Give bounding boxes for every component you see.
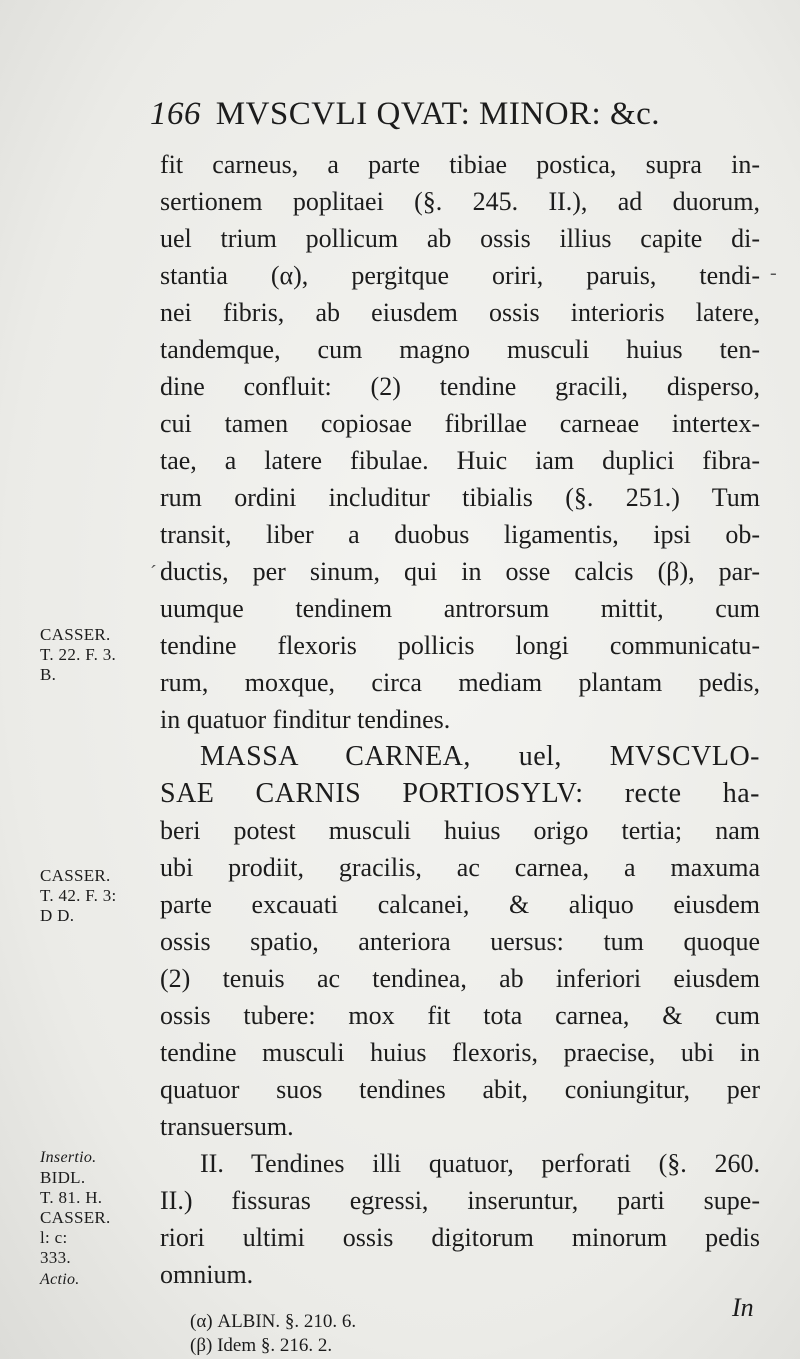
margin-ref: D D. xyxy=(40,906,75,925)
text-line: tae, a latere fibulae. Huic iam duplici fibra- xyxy=(160,446,760,475)
margin-note-casser xyxy=(40,625,160,685)
margin-ref: l: c: xyxy=(40,1228,68,1247)
text-line: uel trium pollicum ab ossis illius capite di- xyxy=(160,224,760,253)
text-line: (2) tenuis ac tendinea, ab inferiori eiusdem xyxy=(160,964,760,993)
margin-ref: T. 81. H. xyxy=(40,1188,103,1207)
section-heading-line: SAE CARNIS PORTIOSYLV: recte ha- xyxy=(160,778,760,809)
text-line: transit, liber a duobus ligamentis, ipsi ob- xyxy=(160,520,760,549)
running-header xyxy=(150,96,770,146)
text-line: quatuor suos tendines abit, coniungitur, per xyxy=(160,1075,760,1104)
text-line: II.) fissuras egressi, inseruntur, parti supe- xyxy=(160,1186,760,1215)
text-line: tendine flexoris pollicis longi communicatu- xyxy=(160,631,760,660)
running-title: MVSCVLI QVAT: MINOR: &c. xyxy=(215,96,661,132)
text-line: rum ordini includitur tibialis (§. 251.) Tum xyxy=(160,483,760,512)
margin-ref: 333. xyxy=(40,1248,71,1267)
margin-ref: BIDL. xyxy=(40,1168,86,1187)
margin-note-bidl xyxy=(40,1168,160,1268)
text-line: transuersum. xyxy=(160,1112,294,1141)
stray-mark: ´ xyxy=(150,562,157,584)
text-line: fit carneus, a parte tibiae postica, supra in- xyxy=(160,150,760,179)
margin-note-actio: Actio. xyxy=(40,1271,80,1288)
text-line: cui tamen copiosae fibrillae carneae intertex- xyxy=(160,409,760,438)
margin-note-insertio: Insertio. xyxy=(40,1149,97,1166)
text-line: tendine musculi huius flexoris, praecise, ubi in xyxy=(160,1038,760,1067)
text-line: dine confluit: (2) tendine gracili, disperso, xyxy=(160,372,760,401)
text-line: rum, moxque, circa mediam plantam pedis, xyxy=(160,668,760,697)
margin-ref: CASSER. xyxy=(40,866,111,885)
text-line: stantia (α), pergitque oriri, paruis, tendi- xyxy=(160,261,760,290)
margin-ref: CASSER. xyxy=(40,1208,111,1227)
catchword: In xyxy=(732,1293,754,1322)
text-line: ossis tubere: mox fit tota carnea, & cum xyxy=(160,1001,760,1030)
section-heading-line: MASSA CARNEA, uel, MVSCVLO- xyxy=(200,741,760,772)
text-line: ubi prodiit, gracilis, ac carnea, a maxuma xyxy=(160,853,760,882)
text-line: ossis spatio, anteriora uersus: tum quoque xyxy=(160,927,760,956)
text-line: II. Tendines illi quatuor, perforati (§. 260. xyxy=(200,1149,760,1178)
text-line: tandemque, cum magno musculi huius ten- xyxy=(160,335,760,364)
footnote: (α) ALBIN. §. 210. 6. xyxy=(190,1311,357,1332)
footnote: (β) Idem §. 216. 2. xyxy=(190,1335,333,1356)
stray-mark: - xyxy=(770,262,777,284)
margin-ref: T. 42. F. 3: xyxy=(40,886,117,905)
text-line: ductis, per sinum, qui in osse calcis (β), par- xyxy=(160,557,760,586)
text-line: in quatuor finditur tendines. xyxy=(160,705,451,734)
text-line: beri potest musculi huius origo tertia; nam xyxy=(160,816,760,845)
text-line: parte excauati calcanei, & aliquo eiusdem xyxy=(160,890,760,919)
text-line: riori ultimi ossis digitorum minorum pedis xyxy=(160,1223,760,1252)
margin-ref: B. xyxy=(40,665,57,684)
page-number: 166 xyxy=(150,96,201,132)
text-line: uumque tendinem antrorsum mittit, cum xyxy=(160,594,760,623)
text-line: nei fibris, ab eiusdem ossis interioris latere, xyxy=(160,298,760,327)
text-line: omnium. xyxy=(160,1260,254,1289)
text-line: sertionem poplitaei (§. 245. II.), ad duorum, xyxy=(160,187,760,216)
margin-ref: CASSER. xyxy=(40,625,111,644)
margin-ref: T. 22. F. 3. xyxy=(40,645,117,664)
margin-note-casser xyxy=(40,866,160,926)
